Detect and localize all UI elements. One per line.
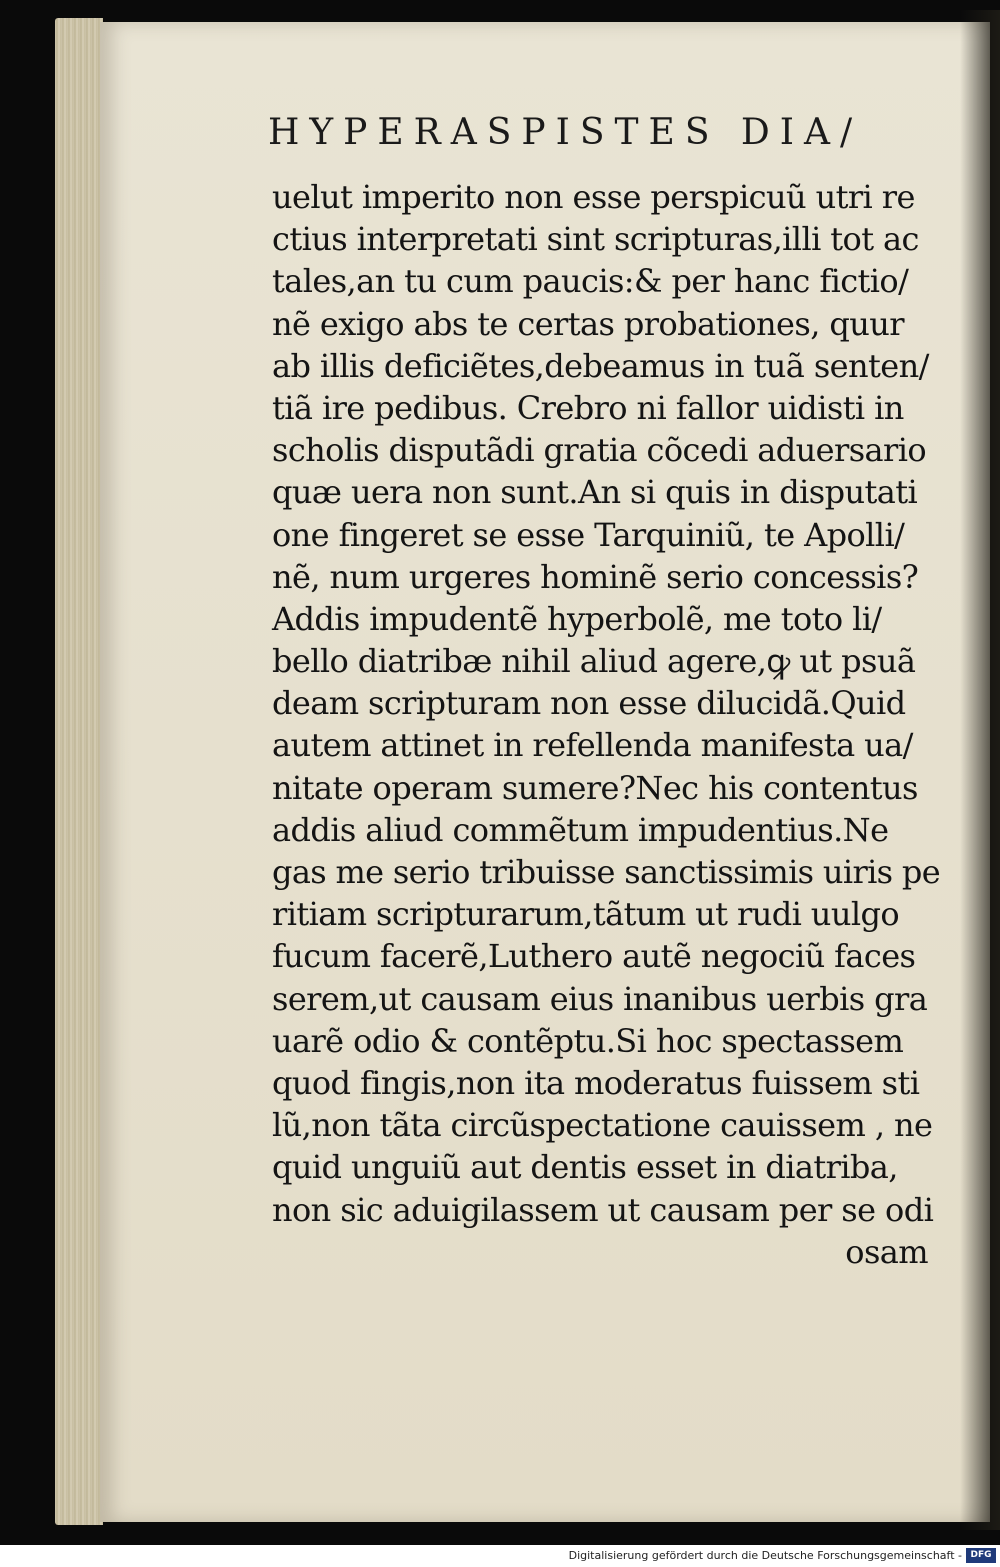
text-line: ctius interpretati sint scripturas,illi tot ac [272, 220, 919, 259]
text-line: quæ uera non sunt.An si quis in disputati [272, 473, 918, 512]
text-block [272, 176, 940, 1273]
text-line: nẽ exigo abs te certas probationes, quur [272, 304, 904, 343]
text-line: nitate operam sumere?Nec his contentus [272, 768, 918, 807]
text-line: quod fingis,non ita moderatus fuissem sti [272, 1063, 920, 1102]
catchword: osam [845, 1232, 928, 1271]
text-line: tiã ire pedibus. Crebro ni fallor uidisti in [272, 388, 904, 427]
footer-bar [0, 1545, 1000, 1567]
text-line: uelut imperito non esse perspicuũ utri re [272, 178, 915, 216]
text-line: serem,ut causam eius inanibus uerbis gra [272, 979, 928, 1018]
text-line: addis aliud commẽtum impudentius.Ne [272, 810, 889, 849]
text-line: ab illis deficiẽtes,debeamus in tuã senten/ [272, 346, 929, 385]
text-line: Addis impudentẽ hyperbolẽ, me toto li/ [272, 599, 882, 638]
text-line: nẽ, num urgeres hominẽ serio concessis? [272, 557, 919, 596]
text-line: non sic aduigilassem ut causam per se odi [272, 1190, 934, 1229]
text-line: ritiam scripturarum,tãtum ut rudi uulgo [272, 895, 900, 934]
dfg-logo: DFG [966, 1548, 996, 1563]
text-line: one fingeret se esse Tarquiniũ, te Apolli/ [272, 515, 905, 554]
text-line: deam scripturam non esse dilucidã.Quid [272, 684, 906, 723]
text-line: quid unguiũ aut dentis esset in diatriba, [272, 1148, 898, 1187]
running-head: HYPERASPISTES DIA/ [268, 112, 863, 153]
text-line: fucum facerẽ,Luthero autẽ negociũ faces [272, 937, 916, 976]
footer-credit: Digitalisierung gefördert durch die Deutsche Forschungsgemeinschaft - [568, 1549, 962, 1562]
text-line: lũ,non tãta circũspectatione cauissem , ne [272, 1106, 933, 1145]
page-edge [55, 18, 103, 1525]
text-line: bello diatribæ nihil aliud agere,ꝙ ut psuã [272, 642, 916, 681]
text-line: uarẽ odio & contẽptu.Si hoc spectassem [272, 1021, 904, 1060]
text-line: gas me serio tribuisse sanctissimis uiris pe [272, 853, 940, 891]
gutter-shadow [960, 10, 1000, 1530]
text-line: scholis disputãdi gratia cõcedi aduersario [272, 431, 926, 470]
text-line: tales,an tu cum paucis:& per hanc fictio/ [272, 262, 909, 301]
text-line: autem attinet in refellenda manifesta ua/ [272, 726, 913, 765]
